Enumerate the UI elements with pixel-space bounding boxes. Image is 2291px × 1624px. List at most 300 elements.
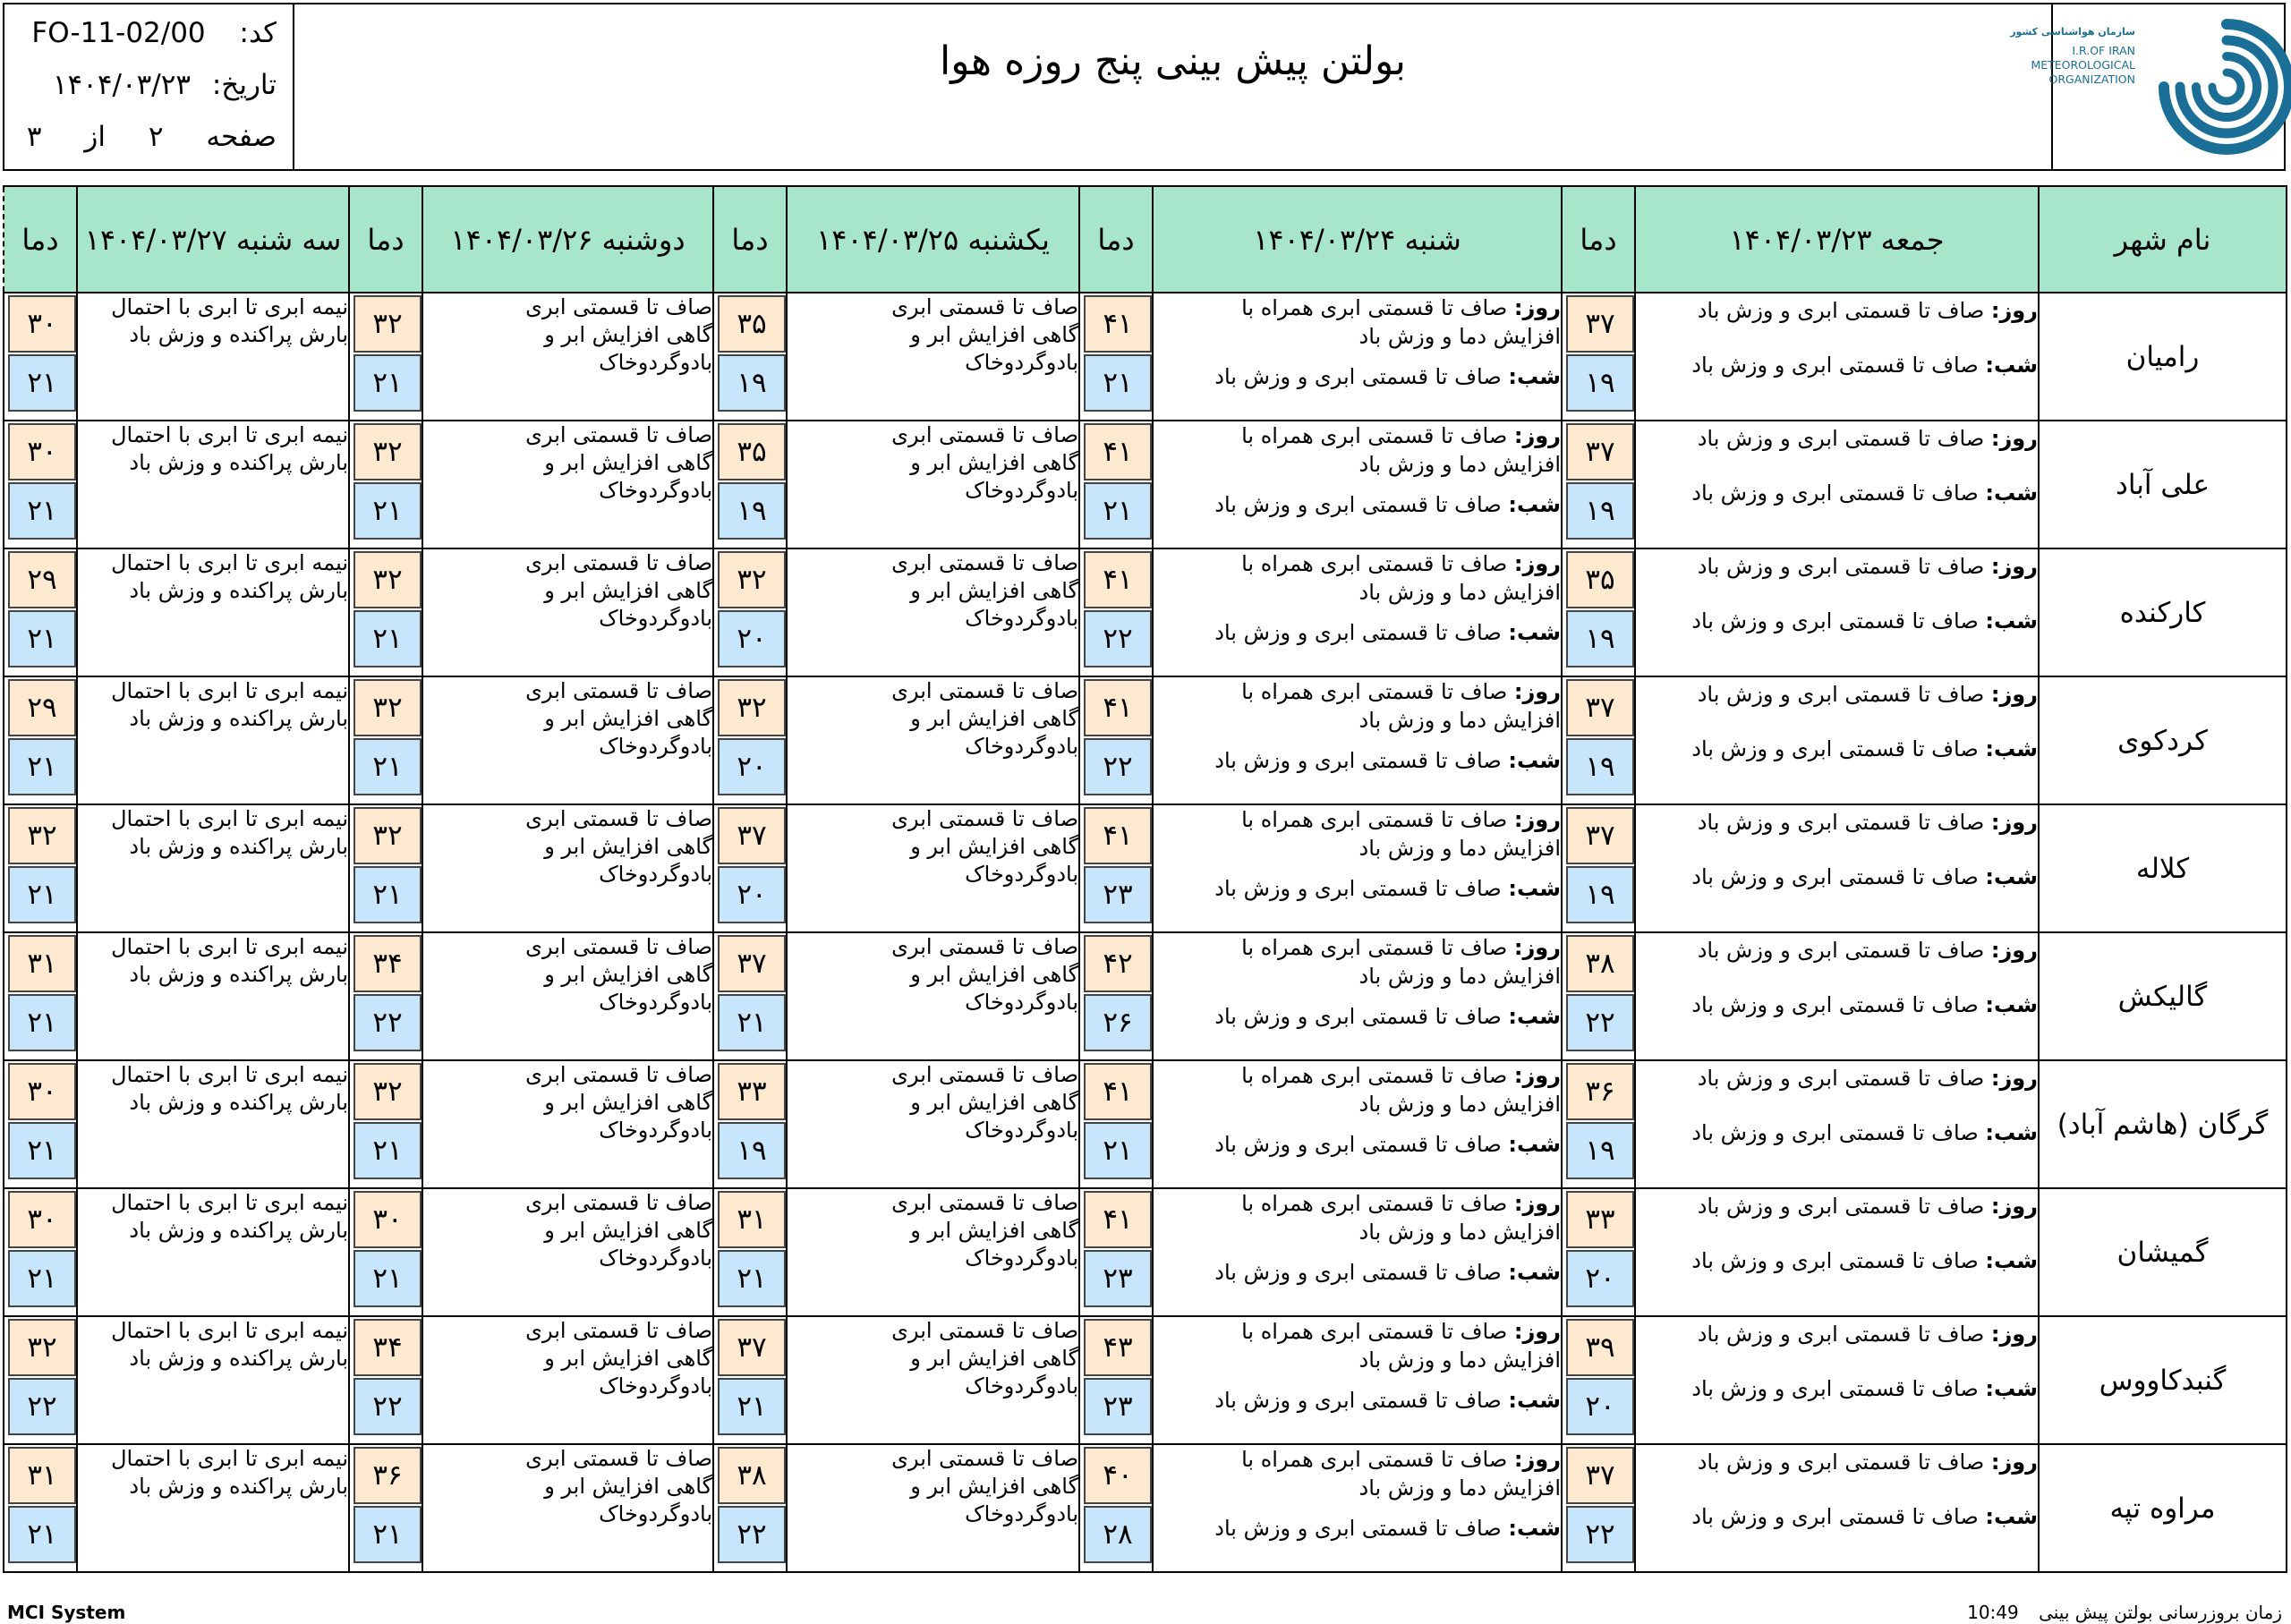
temp-cell	[1562, 1316, 1635, 1444]
forecast-text: افزایش دما و وزش باد	[1358, 324, 1561, 349]
day-label: روز:	[1990, 682, 2038, 707]
day4-forecast	[422, 1060, 713, 1188]
forecast-text: گاهی افزایش ابر و	[910, 706, 1078, 731]
night-label: شب:	[1508, 620, 1561, 645]
city-name: علی آباد	[2039, 421, 2287, 548]
day3-forecast	[787, 293, 1079, 421]
forecast-text: صاف تا قسمتی ابری و وزش باد	[1214, 1004, 1502, 1029]
max-temp: ۳۵	[718, 423, 786, 480]
temp-cell	[713, 676, 787, 804]
code-row	[31, 17, 277, 49]
forecast-text: صاف تا قسمتی ابری و وزش باد	[1691, 992, 1979, 1017]
max-temp: ۳۱	[8, 935, 76, 992]
forecast-text: صاف تا قسمتی ابری و وزش باد	[1697, 298, 1985, 323]
forecast-text: بادوگردوخاک	[965, 1501, 1078, 1526]
min-temp: ۲۱	[353, 482, 422, 540]
temp-cell	[1562, 1060, 1635, 1188]
forecast-text: صاف تا قسمتی ابری و وزش باد	[1697, 1194, 1985, 1219]
max-temp: ۳۶	[1566, 1063, 1634, 1120]
forecast-text: صاف تا قسمتی ابری و وزش باد	[1691, 1376, 1979, 1401]
date-label: تاریخ:	[211, 69, 277, 101]
forecast-text: بادوگردوخاک	[599, 1373, 712, 1399]
table-row	[4, 293, 2287, 421]
day-label: روز:	[1990, 298, 2038, 323]
forecast-text: صاف تا قسمتی ابری	[891, 934, 1078, 959]
day-label: روز:	[1990, 1450, 2038, 1475]
min-temp: ۲۱	[1084, 354, 1152, 412]
forecast-text: بادوگردوخاک	[599, 478, 712, 503]
forecast-text: صاف تا قسمتی ابری و وزش باد	[1214, 364, 1502, 389]
min-temp: ۲۱	[353, 866, 422, 923]
max-temp: ۳۱	[718, 1191, 786, 1248]
forecast-text: صاف تا قسمتی ابری همراه با	[1241, 807, 1508, 832]
min-temp: ۲۰	[1566, 1378, 1634, 1435]
max-temp: ۳۲	[8, 1319, 76, 1376]
forecast-text: افزایش دما و وزش باد	[1358, 708, 1561, 733]
forecast-rows	[4, 293, 2287, 1572]
forecast-text: صاف تا قسمتی ابری و وزش باد	[1214, 1516, 1502, 1541]
min-temp: ۲۲	[8, 1378, 76, 1435]
night-label: شب:	[1508, 1260, 1561, 1285]
bulletin-header	[3, 3, 2286, 171]
forecast-text: صاف تا قسمتی ابری و وزش باد	[1691, 1248, 1979, 1273]
forecast-text: بارش پراکنده و وزش باد	[129, 322, 348, 347]
temp-cell	[713, 421, 787, 548]
temp-cell	[1079, 932, 1153, 1060]
forecast-text: بادوگردوخاک	[599, 1118, 712, 1143]
forecast-text: گاهی افزایش ابر و	[910, 322, 1078, 347]
night-label: شب:	[1985, 1504, 2038, 1529]
temp-cell	[1562, 804, 1635, 932]
min-temp: ۲۲	[1566, 1506, 1634, 1563]
max-temp: ۳۵	[718, 295, 786, 353]
forecast-text: صاف تا قسمتی ابری	[891, 1062, 1078, 1087]
day4-forecast	[422, 676, 713, 804]
forecast-text: افزایش دما و وزش باد	[1358, 1092, 1561, 1117]
day5-forecast	[77, 932, 349, 1060]
day-label: روز:	[1513, 679, 1561, 704]
temp-cell	[349, 804, 422, 932]
city-column-header: نام شهر	[2039, 186, 2287, 293]
day4-forecast	[422, 1316, 713, 1444]
table-header-row	[4, 186, 2287, 293]
temp-cell	[1562, 1188, 1635, 1316]
day5-forecast	[77, 804, 349, 932]
day4-forecast	[422, 293, 713, 421]
city-name: گالیکش	[2039, 932, 2287, 1060]
max-temp: ۳۷	[1566, 1447, 1634, 1504]
max-temp: ۳۸	[718, 1447, 786, 1504]
min-temp: ۲۳	[1084, 866, 1152, 923]
temp-cell	[349, 1316, 422, 1444]
day5-forecast	[77, 1188, 349, 1316]
max-temp: ۴۲	[1084, 935, 1152, 992]
night-label: شب:	[1985, 1120, 2038, 1145]
min-temp: ۲۱	[8, 994, 76, 1051]
day5-forecast	[77, 421, 349, 548]
max-temp: ۳۸	[1566, 935, 1634, 992]
forecast-text: نیمه ابری تا ابری با احتمال	[111, 1318, 348, 1343]
min-temp: ۲۲	[718, 1506, 786, 1563]
day2-header: شنبه ۱۴۰۴/۰۳/۲۴	[1153, 186, 1562, 293]
max-temp: ۳۷	[1566, 423, 1634, 480]
forecast-text: بارش پراکنده و وزش باد	[129, 962, 348, 987]
min-temp: ۲۱	[8, 866, 76, 923]
forecast-text: صاف تا قسمتی ابری	[891, 806, 1078, 831]
max-temp: ۳۴	[353, 935, 422, 992]
forecast-text: گاهی افزایش ابر و	[544, 1474, 712, 1499]
svg-text:سازمان هواشناسی کشور: سازمان هواشناسی کشور	[2010, 26, 2135, 38]
min-temp: ۱۹	[1566, 866, 1634, 923]
forecast-text: بارش پراکنده و وزش باد	[129, 1218, 348, 1243]
min-temp: ۱۹	[718, 1122, 786, 1179]
update-time	[1967, 1602, 2282, 1623]
forecast-text: نیمه ابری تا ابری با احتمال	[111, 1446, 348, 1471]
forecast-text: صاف تا قسمتی ابری و وزش باد	[1697, 1322, 1985, 1347]
forecast-text: صاف تا قسمتی ابری	[891, 1446, 1078, 1471]
max-temp: ۴۱	[1084, 807, 1152, 864]
temp-cell	[713, 293, 787, 421]
night-label: شب:	[1508, 492, 1561, 517]
temp-cell	[713, 1316, 787, 1444]
forecast-text: افزایش دما و وزش باد	[1358, 580, 1561, 605]
forecast-text: صاف تا قسمتی ابری و وزش باد	[1214, 492, 1502, 517]
day1-forecast	[1635, 1060, 2039, 1188]
max-temp: ۴۱	[1084, 295, 1152, 353]
day-label: روز:	[1990, 1322, 2038, 1347]
update-time-label: زمان بروزرسانی بولتن پیش بینی	[2039, 1602, 2282, 1623]
day1-forecast	[1635, 676, 2039, 804]
temp-cell	[4, 1060, 77, 1188]
forecast-text: افزایش دما و وزش باد	[1358, 964, 1561, 989]
forecast-text: صاف تا قسمتی ابری و وزش باد	[1691, 864, 1979, 889]
forecast-text: صاف تا قسمتی ابری همراه با	[1241, 1063, 1508, 1088]
forecast-text: گاهی افزایش ابر و	[544, 578, 712, 603]
table-row	[4, 421, 2287, 548]
min-temp: ۲۳	[1084, 1250, 1152, 1307]
update-time-value: 10:49	[1967, 1602, 2019, 1623]
forecast-text: گاهی افزایش ابر و	[544, 706, 712, 731]
forecast-text: افزایش دما و وزش باد	[1358, 452, 1561, 477]
temp-cell	[1079, 1188, 1153, 1316]
forecast-text: گاهی افزایش ابر و	[544, 962, 712, 987]
day-label: روز:	[1513, 1447, 1561, 1472]
temp-cell	[4, 676, 77, 804]
forecast-text: صاف تا قسمتی ابری و وزش باد	[1697, 1450, 1985, 1475]
min-temp: ۲۱	[8, 738, 76, 795]
max-temp: ۳۰	[8, 295, 76, 353]
day3-forecast	[787, 1444, 1079, 1572]
forecast-text: صاف تا قسمتی ابری و وزش باد	[1214, 876, 1502, 901]
temp-cell	[349, 676, 422, 804]
min-temp: ۲۲	[353, 1378, 422, 1435]
day3-header: یکشنبه ۱۴۰۴/۰۳/۲۵	[787, 186, 1079, 293]
max-temp: ۲۹	[8, 551, 76, 608]
temp-header: دما	[1562, 186, 1635, 293]
day3-forecast	[787, 804, 1079, 932]
city-name: گمیشان	[2039, 1188, 2287, 1316]
day1-forecast	[1635, 421, 2039, 548]
min-temp: ۲۱	[8, 1250, 76, 1307]
day1-forecast	[1635, 1188, 2039, 1316]
forecast-text: بادوگردوخاک	[599, 734, 712, 759]
forecast-text: صاف تا قسمتی ابری	[891, 550, 1078, 575]
forecast-text: گاهی افزایش ابر و	[910, 1474, 1078, 1499]
day-label: روز:	[1513, 807, 1561, 832]
max-temp: ۳۷	[1566, 295, 1634, 353]
forecast-text: گاهی افزایش ابر و	[544, 834, 712, 859]
temp-header: دما	[713, 186, 787, 293]
night-label: شب:	[1985, 1248, 2038, 1273]
forecast-text: صاف تا قسمتی ابری و وزش باد	[1214, 620, 1502, 645]
city-name: گرگان (هاشم آباد)	[2039, 1060, 2287, 1188]
min-temp: ۲۱	[353, 1122, 422, 1179]
forecast-text: بادوگردوخاک	[599, 990, 712, 1015]
forecast-text: بادوگردوخاک	[965, 350, 1078, 375]
forecast-text: صاف تا قسمتی ابری همراه با	[1241, 295, 1508, 320]
table-row	[4, 548, 2287, 676]
max-temp: ۳۳	[1566, 1191, 1634, 1248]
temp-cell	[349, 548, 422, 676]
temp-cell	[713, 1060, 787, 1188]
day-label: روز:	[1513, 1063, 1561, 1088]
forecast-text: صاف تا قسمتی ابری و وزش باد	[1691, 353, 1979, 378]
max-temp: ۴۱	[1084, 423, 1152, 480]
day-label: روز:	[1513, 1319, 1561, 1344]
forecast-text: گاهی افزایش ابر و	[910, 962, 1078, 987]
temp-cell	[4, 1316, 77, 1444]
forecast-text: نیمه ابری تا ابری با احتمال	[111, 422, 348, 447]
forecast-text: صاف تا قسمتی ابری و وزش باد	[1214, 748, 1502, 773]
day3-forecast	[787, 1316, 1079, 1444]
temp-cell	[4, 804, 77, 932]
min-temp: ۱۹	[1566, 1122, 1634, 1179]
min-temp: ۱۹	[718, 354, 786, 412]
day4-forecast	[422, 1188, 713, 1316]
forecast-text: بادوگردوخاک	[965, 1246, 1078, 1271]
forecast-text: صاف تا قسمتی ابری و وزش باد	[1697, 938, 1985, 963]
max-temp: ۲۹	[8, 679, 76, 736]
day5-forecast	[77, 1444, 349, 1572]
day1-forecast	[1635, 804, 2039, 932]
forecast-text: افزایش دما و وزش باد	[1358, 1348, 1561, 1373]
code-value: FO-11-02/00	[31, 17, 206, 49]
max-temp: ۳۲	[353, 679, 422, 736]
temp-cell	[1562, 1444, 1635, 1572]
min-temp: ۱۹	[718, 482, 786, 540]
min-temp: ۱۹	[1566, 610, 1634, 667]
forecast-text: صاف تا قسمتی ابری	[525, 1190, 712, 1215]
forecast-text: صاف تا قسمتی ابری	[525, 1318, 712, 1343]
min-temp: ۲۶	[1084, 994, 1152, 1051]
logo-panel	[2010, 4, 2284, 169]
forecast-text: بارش پراکنده و وزش باد	[129, 578, 348, 603]
forecast-text: صاف تا قسمتی ابری و وزش باد	[1691, 1120, 1979, 1145]
min-temp: ۲۱	[8, 354, 76, 412]
temp-cell	[1079, 804, 1153, 932]
max-temp: ۳۳	[718, 1063, 786, 1120]
day-label: روز:	[1513, 551, 1561, 576]
night-label: شب:	[1508, 364, 1561, 389]
day2-forecast	[1153, 293, 1562, 421]
temp-cell	[1079, 421, 1153, 548]
day4-forecast	[422, 421, 713, 548]
max-temp: ۳۲	[353, 423, 422, 480]
day2-forecast	[1153, 932, 1562, 1060]
page-title: بولتن پیش بینی پنج روزه هوا	[939, 38, 1407, 84]
forecast-text: گاهی افزایش ابر و	[910, 1090, 1078, 1115]
forecast-text: بادوگردوخاک	[965, 606, 1078, 631]
forecast-text: گاهی افزایش ابر و	[910, 578, 1078, 603]
day2-forecast	[1153, 1060, 1562, 1188]
day1-forecast	[1635, 548, 2039, 676]
max-temp: ۳۲	[353, 551, 422, 608]
forecast-text: افزایش دما و وزش باد	[1358, 836, 1561, 861]
temp-cell	[349, 1188, 422, 1316]
temp-cell	[1562, 932, 1635, 1060]
day2-forecast	[1153, 676, 1562, 804]
temp-cell	[1079, 293, 1153, 421]
forecast-text: صاف تا قسمتی ابری	[525, 1446, 712, 1471]
day-label: روز:	[1513, 935, 1561, 960]
night-label: شب:	[1508, 1388, 1561, 1413]
forecast-text: نیمه ابری تا ابری با احتمال	[111, 294, 348, 319]
min-temp: ۲۰	[718, 866, 786, 923]
min-temp: ۲۱	[718, 994, 786, 1051]
min-temp: ۲۲	[1084, 738, 1152, 795]
forecast-text: گاهی افزایش ابر و	[544, 450, 712, 475]
page-label: صفحه	[206, 121, 277, 153]
table-row	[4, 676, 2287, 804]
night-label: شب:	[1985, 353, 2038, 378]
forecast-text: صاف تا قسمتی ابری	[891, 294, 1078, 319]
night-label: شب:	[1508, 1516, 1561, 1541]
max-temp: ۳۰	[8, 1191, 76, 1248]
max-temp: ۴۱	[1084, 1191, 1152, 1248]
day4-forecast	[422, 1444, 713, 1572]
city-name: کارکنده	[2039, 548, 2287, 676]
max-temp: ۴۰	[1084, 1447, 1152, 1504]
day-label: روز:	[1990, 1194, 2038, 1219]
forecast-text: افزایش دما و وزش باد	[1358, 1220, 1561, 1245]
temp-cell	[4, 1444, 77, 1572]
temp-cell	[4, 548, 77, 676]
day2-forecast	[1153, 421, 1562, 548]
page-of: از	[84, 121, 106, 153]
forecast-text: نیمه ابری تا ابری با احتمال	[111, 934, 348, 959]
day1-header: جمعه ۱۴۰۴/۰۳/۲۳	[1635, 186, 2039, 293]
day2-forecast	[1153, 1444, 1562, 1572]
forecast-text: بادوگردوخاک	[965, 1118, 1078, 1143]
temp-cell	[349, 421, 422, 548]
min-temp: ۲۲	[1084, 610, 1152, 667]
min-temp: ۲۱	[353, 354, 422, 412]
temp-cell	[1079, 548, 1153, 676]
forecast-text: صاف تا قسمتی ابری	[891, 678, 1078, 703]
forecast-text: نیمه ابری تا ابری با احتمال	[111, 806, 348, 831]
day4-forecast	[422, 804, 713, 932]
min-temp: ۲۸	[1084, 1506, 1152, 1563]
temp-cell	[349, 293, 422, 421]
forecast-text: صاف تا قسمتی ابری همراه با	[1241, 423, 1508, 448]
forecast-text: صاف تا قسمتی ابری همراه با	[1241, 1447, 1508, 1472]
temp-cell	[349, 1060, 422, 1188]
forecast-text: صاف تا قسمتی ابری و وزش باد	[1691, 736, 1979, 761]
max-temp: ۳۰	[8, 423, 76, 480]
document-meta	[4, 4, 294, 169]
day-label: روز:	[1513, 295, 1561, 320]
forecast-text: نیمه ابری تا ابری با احتمال	[111, 1062, 348, 1087]
forecast-table	[3, 185, 2287, 1573]
day2-forecast	[1153, 1316, 1562, 1444]
forecast-text: صاف تا قسمتی ابری همراه با	[1241, 551, 1508, 576]
min-temp: ۲۱	[1084, 1122, 1152, 1179]
day5-forecast	[77, 1316, 349, 1444]
forecast-text: گاهی افزایش ابر و	[544, 322, 712, 347]
day-label: روز:	[1990, 554, 2038, 579]
day5-forecast	[77, 293, 349, 421]
table-row	[4, 804, 2287, 932]
forecast-text: صاف تا قسمتی ابری	[525, 934, 712, 959]
forecast-text: صاف تا قسمتی ابری همراه با	[1241, 1191, 1508, 1216]
night-label: شب:	[1985, 992, 2038, 1017]
page-number: ۲	[148, 121, 164, 153]
forecast-text: بادوگردوخاک	[599, 1246, 712, 1271]
forecast-text: صاف تا قسمتی ابری همراه با	[1241, 679, 1508, 704]
table-row	[4, 1444, 2287, 1572]
max-temp: ۳۲	[353, 1063, 422, 1120]
forecast-text: صاف تا قسمتی ابری	[891, 422, 1078, 447]
min-temp: ۲۱	[8, 1506, 76, 1563]
temp-cell	[349, 1444, 422, 1572]
day-label: روز:	[1513, 423, 1561, 448]
city-name: رامیان	[2039, 293, 2287, 421]
temp-cell	[713, 932, 787, 1060]
table-row	[4, 932, 2287, 1060]
forecast-text: نیمه ابری تا ابری با احتمال	[111, 550, 348, 575]
day4-header: دوشنبه ۱۴۰۴/۰۳/۲۶	[422, 186, 713, 293]
temp-cell	[1562, 293, 1635, 421]
min-temp: ۲۱	[718, 1378, 786, 1435]
temp-cell	[1562, 676, 1635, 804]
day-label: روز:	[1990, 938, 2038, 963]
city-name: کلاله	[2039, 804, 2287, 932]
min-temp: ۲۱	[8, 610, 76, 667]
forecast-text: بارش پراکنده و وزش باد	[129, 834, 348, 859]
city-name: کردکوی	[2039, 676, 2287, 804]
forecast-text: بادوگردوخاک	[599, 606, 712, 631]
forecast-text: صاف تا قسمتی ابری و وزش باد	[1691, 480, 1979, 506]
temp-cell	[1079, 676, 1153, 804]
day3-forecast	[787, 421, 1079, 548]
max-temp: ۴۳	[1084, 1319, 1152, 1376]
min-temp: ۲۱	[353, 738, 422, 795]
forecast-text: صاف تا قسمتی ابری و وزش باد	[1691, 608, 1979, 633]
min-temp: ۱۹	[1566, 354, 1634, 412]
day1-forecast	[1635, 932, 2039, 1060]
day2-forecast	[1153, 1188, 1562, 1316]
night-label: شب:	[1985, 480, 2038, 506]
day2-forecast	[1153, 804, 1562, 932]
forecast-text: بارش پراکنده و وزش باد	[129, 1346, 348, 1371]
temp-header: دما	[349, 186, 422, 293]
forecast-text: بادوگردوخاک	[599, 1501, 712, 1526]
day5-forecast	[77, 1060, 349, 1188]
temp-cell	[1562, 421, 1635, 548]
forecast-text: صاف تا قسمتی ابری همراه با	[1241, 935, 1508, 960]
forecast-text: صاف تا قسمتی ابری	[891, 1190, 1078, 1215]
forecast-text: بارش پراکنده و وزش باد	[129, 450, 348, 475]
